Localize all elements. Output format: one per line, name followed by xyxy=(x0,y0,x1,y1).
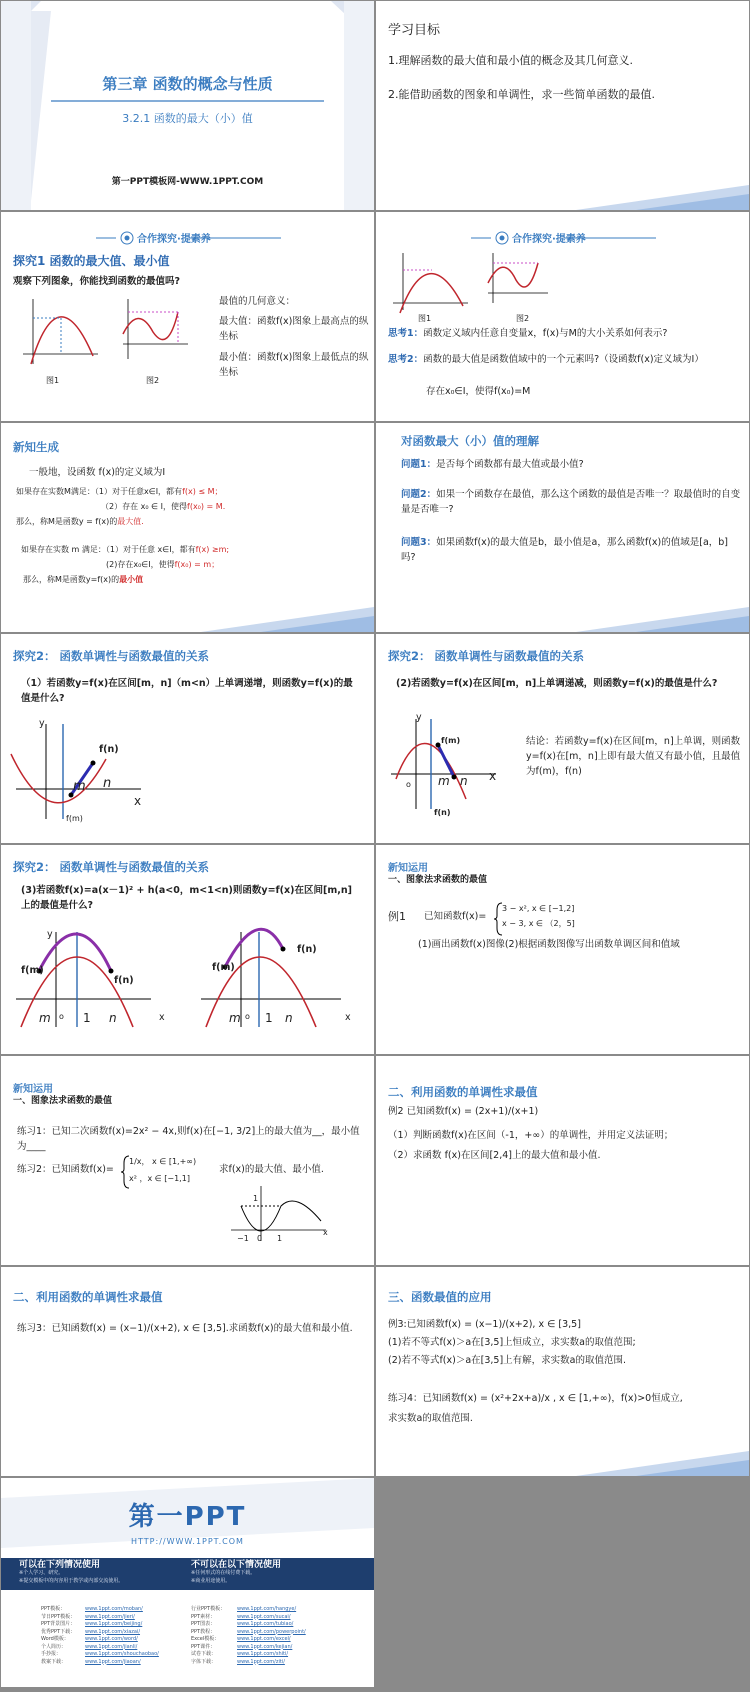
explore-heading: 探究1 函数的最大值、最小值 xyxy=(13,254,170,268)
n-label-1: n xyxy=(109,1011,117,1025)
question-1-text: 是否每个函数都有最大值或最小值? xyxy=(436,459,584,470)
slide-application[interactable] xyxy=(376,1267,749,1476)
link-row xyxy=(41,1629,371,1637)
slide-heading: 新知生成 xyxy=(13,440,59,454)
slide-monotonic-1[interactable] xyxy=(376,1056,749,1265)
slide-heading: 二、利用函数的单调性求最值 xyxy=(388,1085,538,1099)
slide-thinking[interactable] xyxy=(376,212,749,421)
fig-1-label: 图1 xyxy=(418,314,432,323)
link-label: 试卷下载： xyxy=(191,1651,217,1657)
link-url[interactable]: www.1ppt.com/shiti/ xyxy=(237,1651,289,1657)
case-1: 3 − x², x ∈ [−1,2] xyxy=(502,904,575,913)
question-2-label: 问题2： xyxy=(401,489,437,500)
practice-3: 练习3：已知函数f(x) = (x−1)/(x+2), x ∈ [3,5].求函数f(x)的最大值和最小值. xyxy=(17,1323,353,1334)
link-row xyxy=(41,1636,371,1644)
slide-monotonic-2[interactable] xyxy=(1,1267,374,1476)
question-3-text: 如果函数f(x)的最大值是b，最小值是a，那么函数f(x)的值域是[a，b]吗? xyxy=(401,537,729,563)
one-label-2: 1 xyxy=(265,1011,273,1025)
link-url[interactable]: www.1ppt.com/tubiao/ xyxy=(237,1621,294,1627)
question-text: (2)若函数y=f(x)在区间[m，n]上单调递减，则函数y=f(x)的最值是什么? xyxy=(396,678,718,689)
fn-label: f(n) xyxy=(434,808,451,817)
think-1-text: 函数定义域内任意自变量x，f(x)与M的大小关系如何表示? xyxy=(423,328,668,339)
max-cond-2-expr: f(x₀) = M. xyxy=(187,502,226,511)
slide-subheading: 一、图象法求函数的最值 xyxy=(13,1096,113,1106)
graph-origin: 0 xyxy=(257,1234,263,1243)
example-label: 例1 xyxy=(388,910,406,923)
question-1-label: 问题1： xyxy=(401,459,437,470)
link-label: 节日PPT模板： xyxy=(41,1613,76,1620)
x-axis-label-1: x xyxy=(159,1012,165,1023)
link-url[interactable]: www.1ppt.com/kejian/ xyxy=(237,1643,293,1650)
link-label: PPT模板： xyxy=(41,1606,66,1612)
goals-title: 学习目标 xyxy=(388,23,441,38)
example-3: 例3:已知函数f(x) = (x−1)/(x+2), x ∈ [3,5] xyxy=(388,1319,581,1330)
question-2-text: 如果一个函数存在最值，那么这个函数的最值是否唯一？取最值时的自变量是否唯一? xyxy=(401,489,741,515)
link-label: PPT教程： xyxy=(191,1628,216,1635)
fig-2-label: 图2 xyxy=(146,376,160,385)
slide-goals[interactable] xyxy=(376,1,749,210)
x-axis-label-2: x xyxy=(345,1012,351,1023)
can-use-1: ※个人学习、研究。 xyxy=(19,1570,64,1576)
slide-heading: 新知运用 xyxy=(13,1084,53,1095)
fn-label-2: f(n) xyxy=(297,944,317,955)
cannot-use-1: ※任何形式的在线付费下载。 xyxy=(191,1570,256,1576)
slide-subheading: 一、图象法求函数的最值 xyxy=(388,875,488,885)
slide-terms[interactable] xyxy=(1,1478,374,1687)
can-use-2: ※提交模板中的内容用于教学或内部交流使用。 xyxy=(19,1578,124,1584)
fig-1-label: 图1 xyxy=(46,376,60,385)
def-intro: 一般地，设函数 f(x)的定义域为I xyxy=(29,467,166,478)
think-2-label: 思考2： xyxy=(388,354,424,365)
max-term: 最大值. xyxy=(117,517,144,526)
link-table xyxy=(41,1606,371,1666)
link-row xyxy=(41,1644,371,1652)
slide-new-knowledge[interactable] xyxy=(1,423,374,632)
min-cond-2: (2)存在x₀∈I，使得 xyxy=(106,560,175,569)
max-cond-1-expr: f(x) ≤ M； xyxy=(182,487,223,496)
corner-stripes xyxy=(376,180,749,210)
graph-x-label: x xyxy=(323,1228,328,1237)
corner-stripes xyxy=(1,602,374,632)
think-answer: 存在x₀∈I，使得f(x₀)=M xyxy=(426,386,531,397)
goal-1: 1.理解函数的最大值和最小值的概念及其几何意义. xyxy=(388,54,633,67)
slide-title[interactable] xyxy=(1,1,374,210)
think-2-text: 函数的最大值是函数值域中的一个元素吗?（设函数f(x)定义域为I） xyxy=(423,354,704,365)
min-cond-2-expr: f(x₀) = m； xyxy=(174,560,220,569)
one-label-1: 1 xyxy=(83,1011,91,1025)
example-2-part-a: （1）判断函数f(x)在区间（-1，+∞）的单调性，并用定义法证明； xyxy=(388,1130,674,1141)
n-label-2: n xyxy=(285,1011,293,1025)
conclusion-text: 结论：若函数y=f(x)在区间[m，n]上单调，则函数y=f(x)在[m，n]上即有最大值又有最小值，且最值为f(m)，f(n) xyxy=(526,736,741,777)
corner-stripes xyxy=(376,1446,749,1476)
practice-2-task: 求f(x)的最大值、最小值. xyxy=(219,1164,324,1175)
link-url[interactable]: www.1ppt.com/excel/ xyxy=(237,1636,291,1642)
geo-meaning: 最值的几何意义： xyxy=(219,296,296,307)
link-label: PPT课件： xyxy=(191,1643,216,1650)
slide-apply-1[interactable] xyxy=(376,845,749,1054)
link-row xyxy=(41,1651,371,1659)
cannot-use-title: 不可以在以下情况使用 xyxy=(191,1560,282,1570)
link-label: PPT图表： xyxy=(191,1621,216,1627)
slide-heading: 探究2： 函数单调性与函数最值的关系 xyxy=(13,860,210,874)
fm-label-1: f(m) xyxy=(21,965,44,976)
link-label: 优秀PPT下载： xyxy=(41,1628,76,1635)
thinking-graphs xyxy=(388,248,568,318)
min-conclusion: 那么，称M是函数y=f(x)的 xyxy=(23,575,120,584)
practice-1: 练习1：已知二次函数f(x)=2x² − 4x,则f(x)在[−1, 3/2]上的最大值为__，最小值为____ xyxy=(17,1126,360,1152)
link-url[interactable]: www.1ppt.com/word/ xyxy=(85,1636,138,1642)
tag-label: 合作探究·提素养 xyxy=(512,234,586,245)
example-3-part-b: (2)若不等式f(x)＞a在[3,5]上有解，求实数a的取值范围. xyxy=(388,1355,627,1366)
link-row xyxy=(41,1621,371,1629)
slide-heading: 二、利用函数的单调性求最值 xyxy=(13,1290,163,1304)
link-label: PPT素材： xyxy=(191,1613,216,1620)
think-1-label: 思考1： xyxy=(388,328,424,339)
n-label: n xyxy=(460,774,468,788)
practice-4: 练习4：已知函数f(x) = (x²+2x+a)/x , x ∈ [1,+∞)，f(x)>0恒成立, xyxy=(388,1393,683,1404)
example-3-part-a: (1)若不等式f(x)＞a在[3,5]上恒成立，求实数a的取值范围; xyxy=(388,1337,636,1348)
tag-label: 合作探究·提素养 xyxy=(137,234,211,245)
site-label: 第一PPT模板网-WWW.1PPT.COM xyxy=(111,177,264,187)
goal-2: 2.能借助函数的图象和单调性，求一些简单函数的最值. xyxy=(388,88,655,101)
link-url[interactable]: www.1ppt.com/sucai/ xyxy=(237,1613,291,1620)
link-url[interactable]: www.1ppt.com/jiaoan/ xyxy=(85,1658,141,1665)
min-cond-1-expr: f(x) ≥m; xyxy=(195,545,230,554)
x-axis-label: x xyxy=(134,794,142,808)
link-url[interactable]: www.1ppt.com/beijing/ xyxy=(85,1621,143,1627)
o-label: o xyxy=(406,780,411,789)
graph-y1: 1 xyxy=(253,1194,259,1203)
practice-4-cont: 求实数a的取值范围. xyxy=(388,1413,473,1424)
slide-explore-2a[interactable] xyxy=(1,634,374,843)
link-url[interactable]: www.1ppt.com/moban/ xyxy=(85,1606,143,1612)
fig-2-label: 图2 xyxy=(516,314,530,323)
question-text: （1）若函数y=f(x)在区间[m，n]（m<n）上单调递增，则函数y=f(x)的最值是什么? xyxy=(21,678,353,704)
link-url[interactable]: www.1ppt.com/jieri/ xyxy=(85,1613,135,1620)
max-meaning: 最大值：函数f(x)图象上最高点的纵坐标 xyxy=(219,316,369,342)
can-use-title: 可以在下列情况使用 xyxy=(19,1560,101,1570)
section-title: 3.2.1 函数的最大（小）值 xyxy=(122,112,253,125)
link-label: Excel模板： xyxy=(191,1636,220,1642)
slide-explore-1[interactable] xyxy=(1,212,374,421)
example-2-part-b: （2）求函数 f(x)在区间[2,4]上的最大值和最小值. xyxy=(388,1150,601,1161)
link-url[interactable]: www.1ppt.com/jianli/ xyxy=(85,1643,138,1650)
graph-1-2 xyxy=(13,294,203,374)
min-cond-1: 如果存在实数 m 满足：（1）对于任意 x∈I，都有 xyxy=(21,545,196,554)
link-url[interactable]: www.1ppt.com/shouchaobao/ xyxy=(85,1651,159,1657)
slide-heading: 探究2： 函数单调性与函数最值的关系 xyxy=(13,649,210,663)
usage-panel xyxy=(1,1558,374,1590)
graph-x1: 1 xyxy=(277,1234,283,1243)
corner-stripes xyxy=(376,602,749,632)
m-label: m xyxy=(73,779,86,794)
slide-understanding[interactable] xyxy=(376,423,749,632)
y-axis-label: y xyxy=(39,718,45,729)
fm-label: f(m) xyxy=(66,814,83,823)
graph-xm1: −1 xyxy=(237,1234,249,1243)
chapter-title: 第三章 函数的概念与性质 xyxy=(102,75,273,93)
slide-heading: 三、函数最值的应用 xyxy=(388,1290,492,1304)
cannot-use-2: ※商业用途使用。 xyxy=(191,1578,231,1584)
link-row xyxy=(41,1606,371,1614)
m-label-2: m xyxy=(229,1011,241,1025)
y-axis-label: y xyxy=(416,712,422,723)
practice-2-prefix: 练习2：已知函数f(x)= xyxy=(17,1164,114,1175)
link-url[interactable]: www.1ppt.com/xiazai/ xyxy=(85,1628,141,1635)
min-term: 最小值 xyxy=(119,575,144,584)
slide-explore-2c[interactable] xyxy=(1,845,374,1054)
link-label: 手抄报： xyxy=(41,1651,62,1657)
example-prefix: 已知函数f(x)= xyxy=(424,911,487,922)
o-label-1: o xyxy=(59,1012,64,1021)
example-2: 例2 已知函数f(x) = (2x+1)/(x+1) xyxy=(388,1106,539,1117)
slide-heading: 探究2： 函数单调性与函数最值的关系 xyxy=(388,649,585,663)
fm-label: f(m) xyxy=(441,736,461,745)
case-1: 1/x， x ∈ [1,+∞) xyxy=(129,1157,197,1166)
max-cond-2: （2）存在 x₀ ∈ I，使得 xyxy=(101,502,187,511)
link-label: 行业PPT模板： xyxy=(191,1606,226,1612)
link-label: 个人简历： xyxy=(41,1643,67,1650)
link-label: 字体下载： xyxy=(191,1658,217,1665)
link-label: Word模板： xyxy=(41,1636,69,1642)
slide-explore-2b[interactable] xyxy=(376,634,749,843)
m-label: m xyxy=(438,774,450,788)
link-url[interactable]: www.1ppt.com/hangye/ xyxy=(237,1606,297,1612)
m-label-1: m xyxy=(39,1011,51,1025)
example-task: (1)画出函数f(x)图像(2)根据函数图像写出函数单调区间和值域 xyxy=(418,939,680,950)
link-label: 教案下载： xyxy=(41,1658,67,1665)
case-2: x − 3, x ∈ （2，5] xyxy=(502,919,575,928)
question-3-label: 问题3： xyxy=(401,537,437,548)
min-meaning: 最小值：函数f(x)图象上最低点的纵坐标 xyxy=(219,352,369,378)
slide-heading: 对函数最大（小）值的理解 xyxy=(401,434,539,448)
max-cond-1: 如果存在实数M满足：（1）对于任意x∈I，都有 xyxy=(16,487,183,496)
slide-heading: 新知运用 xyxy=(388,863,428,874)
fm-label-2: f(m) xyxy=(212,962,235,973)
increasing-graph xyxy=(11,719,211,829)
case-2: x² ，x ∈ [−1,1] xyxy=(129,1174,190,1183)
link-url[interactable]: www.1ppt.com/powerpoint/ xyxy=(237,1628,306,1635)
x-axis-label: x xyxy=(489,769,497,783)
observe-question: 观察下列图象，你能找到函数的最值吗? xyxy=(13,276,181,287)
logo-url[interactable]: HTTP://WWW.1PPT.COM xyxy=(131,1537,244,1546)
o-label-2: o xyxy=(245,1012,250,1021)
link-row xyxy=(41,1614,371,1622)
question-text: (3)若函数f(x)=a(x－1)² + h(a<0，m<1<n)则函数y=f(x)在区间[m,n]上的最值是什么? xyxy=(21,885,352,911)
logo-text: 第一PPT xyxy=(128,1502,247,1532)
link-row xyxy=(41,1659,371,1667)
fn-label: f(n) xyxy=(99,744,119,755)
y-axis-label-1: y xyxy=(47,929,53,940)
link-url[interactable]: www.1ppt.com/ziti/ xyxy=(237,1658,285,1665)
fn-label-1: f(n) xyxy=(114,975,134,986)
empty-cell xyxy=(376,1478,749,1687)
slide-apply-2[interactable] xyxy=(1,1056,374,1265)
max-conclusion: 那么，称M是函数y = f(x)的 xyxy=(16,517,118,526)
n-label: n xyxy=(103,776,112,791)
link-label: PPT背景图片： xyxy=(41,1621,76,1627)
